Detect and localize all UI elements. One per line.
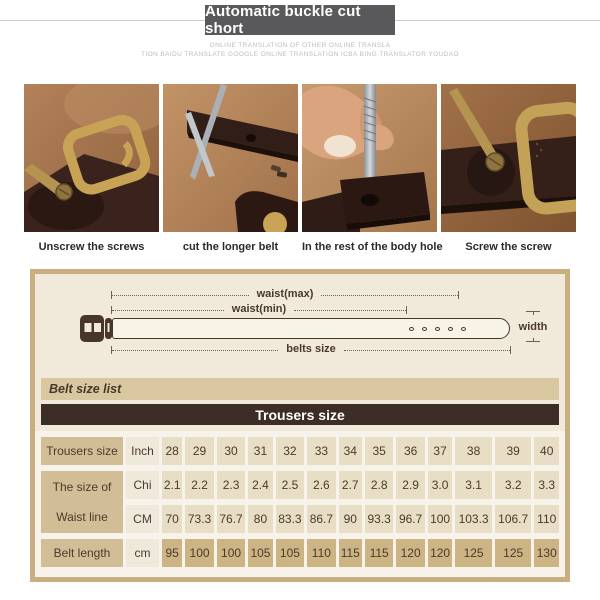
size-value-cell: 2.1	[162, 471, 182, 499]
width-label: width	[518, 321, 548, 333]
row-label-waist-size	[41, 471, 123, 533]
waist-max-measure	[111, 290, 459, 300]
size-value-cell: 2.3	[217, 471, 245, 499]
belt-hole	[448, 327, 453, 331]
width-mark-bottom	[526, 338, 540, 342]
size-value-cell: 105	[248, 539, 272, 567]
belt-hole	[435, 327, 440, 331]
size-value-cell: 120	[428, 539, 452, 567]
size-value-cell: 30	[217, 437, 245, 465]
size-panel	[30, 269, 570, 582]
step-2-caption: cut the longer belt	[182, 241, 279, 253]
dotted-line	[321, 295, 458, 296]
size-value-cell: 80	[248, 505, 272, 533]
measure-tick	[510, 346, 511, 354]
belts-size-measure	[111, 345, 511, 355]
belt-size-list-label: Belt size list	[49, 382, 122, 396]
trousers-size-header: Trousers size	[41, 404, 559, 425]
size-value-cell: 2.8	[365, 471, 393, 499]
size-value-cell: 103.3	[455, 505, 492, 533]
step-1-caption: Unscrew the screws	[38, 241, 145, 253]
screwdriver-on-screw-photo	[441, 84, 576, 232]
size-value-cell: 3.1	[455, 471, 492, 499]
waist-min-measure	[111, 305, 407, 315]
size-value-cell: 120	[396, 539, 424, 567]
dotted-line	[344, 350, 510, 351]
size-value-cell: 28	[162, 437, 182, 465]
size-value-cell: 93.3	[365, 505, 393, 533]
step-4-caption: Screw the screw	[465, 241, 552, 253]
page-title: Automatic buckle cut short	[205, 5, 395, 35]
step-3	[302, 84, 443, 253]
size-value-cell: 100	[217, 539, 245, 567]
banner-right-line	[395, 20, 600, 21]
subtext-line-2: TION BAIDU TRANSLATE GOOGLE ONLINE TRANSLATION ICBA BING TRANSLATOR YOUDAO	[141, 51, 459, 58]
waist-label-line-2: Waist line	[56, 510, 108, 524]
dotted-line	[112, 310, 224, 311]
measure-tick	[458, 291, 459, 299]
scissors-cutting-belt-photo	[163, 84, 298, 232]
size-value-cell: 125	[495, 539, 532, 567]
step-2	[163, 84, 298, 253]
measure-tick	[406, 306, 407, 314]
size-value-cell: 110	[307, 539, 335, 567]
belt-buckle-screwdriver-photo	[24, 84, 159, 232]
table-row-trousers	[41, 437, 559, 465]
dotted-line	[112, 295, 249, 296]
size-table-wrap	[35, 431, 565, 577]
size-value-cell: 86.7	[307, 505, 335, 533]
step-3-caption: In the rest of the body hole	[302, 241, 443, 253]
size-value-cell: 115	[339, 539, 362, 567]
hand-hole-punch-photo	[302, 84, 437, 232]
size-table	[38, 431, 562, 573]
size-value-cell: 2.9	[396, 471, 424, 499]
size-value-cell: 2.7	[339, 471, 362, 499]
waist-min-label: waist(min)	[231, 303, 287, 315]
size-value-cell: 37	[428, 437, 452, 465]
size-value-cell: 39	[495, 437, 532, 465]
size-value-cell: 70	[162, 505, 182, 533]
size-value-cell: 2.6	[307, 471, 335, 499]
size-value-cell: 90	[339, 505, 362, 533]
belt-hole	[422, 327, 427, 331]
belt-diagram	[35, 274, 565, 378]
size-value-cell: 38	[455, 437, 492, 465]
size-value-cell: 31	[248, 437, 272, 465]
size-value-cell: 130	[534, 539, 559, 567]
size-value-cell: 2.2	[185, 471, 213, 499]
subtext-line-1: ONLINE TRANSLATION OF OTHER ONLINE TRANSLA	[209, 42, 391, 49]
size-value-cell: 34	[339, 437, 362, 465]
unit-cell-cm: CM	[126, 505, 159, 533]
size-value-cell: 3.2	[495, 471, 532, 499]
size-value-cell: 2.4	[248, 471, 272, 499]
header-banner	[0, 5, 600, 35]
step-1	[24, 84, 159, 253]
instruction-steps	[0, 84, 600, 253]
belts-size-label: belts size	[286, 343, 336, 355]
size-value-cell: 76.7	[217, 505, 245, 533]
belt-strap	[112, 318, 510, 339]
belt-size-list-bar	[41, 378, 559, 400]
banner-left-line	[0, 20, 205, 21]
table-row-belt-length	[41, 539, 559, 567]
width-mark-top	[526, 311, 540, 315]
size-value-cell: 110	[534, 505, 559, 533]
size-value-cell: 36	[396, 437, 424, 465]
size-value-cell: 100	[428, 505, 452, 533]
size-value-cell: 125	[455, 539, 492, 567]
size-value-cell: 3.0	[428, 471, 452, 499]
size-value-cell: 96.7	[396, 505, 424, 533]
size-value-cell: 29	[185, 437, 213, 465]
size-value-cell: 35	[365, 437, 393, 465]
size-value-cell: 33	[307, 437, 335, 465]
size-value-cell: 32	[276, 437, 304, 465]
size-value-cell: 95	[162, 539, 182, 567]
size-value-cell: 40	[534, 437, 559, 465]
unit-cell-chi: Chi	[126, 471, 159, 499]
unit-cell-inch: Inch	[126, 437, 159, 465]
size-value-cell: 73.3	[185, 505, 213, 533]
row-label-trousers-size: Trousers size	[41, 437, 123, 465]
dotted-line	[294, 310, 406, 311]
table-row-waist-chi	[41, 471, 559, 499]
size-value-cell: 100	[185, 539, 213, 567]
waist-max-label: waist(max)	[256, 288, 314, 300]
waist-label-line-1: The size of	[52, 480, 112, 494]
translation-subtext	[0, 41, 600, 59]
row-label-belt-length: Belt length	[41, 539, 123, 567]
belt-hole	[461, 327, 466, 331]
size-value-cell: 3.3	[534, 471, 559, 499]
dotted-line	[112, 350, 278, 351]
size-value-cell: 106.7	[495, 505, 532, 533]
size-value-cell: 2.5	[276, 471, 304, 499]
unit-cell-cm-lower: cm	[126, 539, 159, 567]
size-value-cell: 115	[365, 539, 393, 567]
belt-hole	[409, 327, 414, 331]
step-4	[441, 84, 576, 253]
size-value-cell: 105	[276, 539, 304, 567]
size-value-cell: 83.3	[276, 505, 304, 533]
